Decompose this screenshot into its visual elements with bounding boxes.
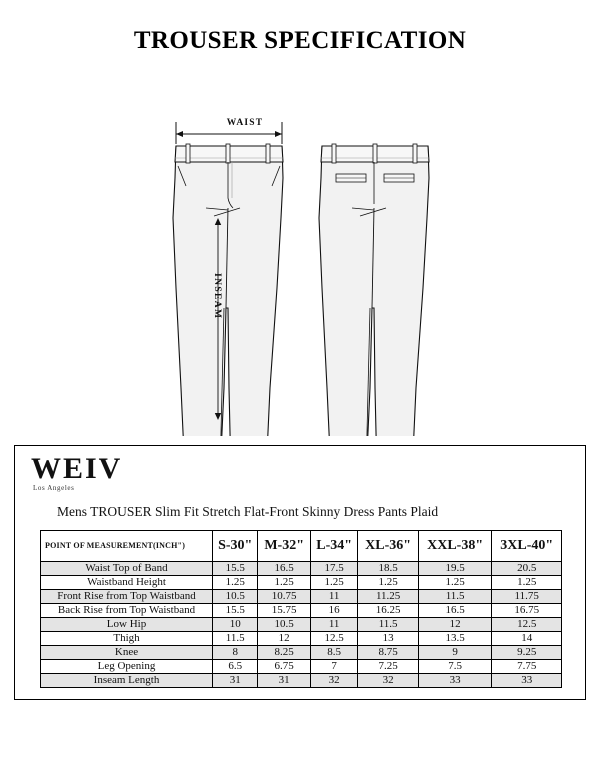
measurement-value: 31	[258, 674, 310, 688]
back-pocket-left	[336, 174, 366, 182]
measurement-value: 9.25	[492, 646, 562, 660]
table-row	[41, 618, 562, 632]
measurement-value: 16.25	[358, 604, 419, 618]
size-header-0: S-30"	[213, 531, 258, 562]
measurement-value: 1.25	[213, 576, 258, 590]
measurement-value: 10	[213, 618, 258, 632]
measurement-value: 31	[213, 674, 258, 688]
trouser-back-view	[319, 144, 429, 436]
measurement-value: 8.75	[358, 646, 419, 660]
waist-label: WAIST	[226, 118, 264, 128]
page-title: TROUSER SPECIFICATION	[133, 27, 467, 54]
measurement-label: Low Hip	[41, 618, 213, 632]
measurement-value: 16.75	[492, 604, 562, 618]
size-header-3: XL-36"	[358, 531, 419, 562]
brand-tagline: Los Angeles	[33, 484, 75, 492]
measurement-value: 14	[492, 632, 562, 646]
measurement-value: 1.25	[492, 576, 562, 590]
measurement-label: Waistband Height	[41, 576, 213, 590]
trouser-front-view	[173, 144, 283, 436]
size-header-1: M-32"	[258, 531, 310, 562]
measurement-value: 9	[418, 646, 492, 660]
measurement-value: 12	[258, 632, 310, 646]
measurement-value: 11.75	[492, 590, 562, 604]
measurement-value: 11.5	[358, 618, 419, 632]
measurement-value: 18.5	[358, 562, 419, 576]
measurement-value: 7.25	[358, 660, 419, 674]
table-row	[41, 604, 562, 618]
measurement-value: 33	[418, 674, 492, 688]
measurement-value: 17.5	[310, 562, 357, 576]
measurement-value: 11	[310, 590, 357, 604]
measurement-value: 12.5	[492, 618, 562, 632]
measurement-label: Waist Top of Band	[41, 562, 213, 576]
table-row	[41, 646, 562, 660]
measurement-value: 1.25	[310, 576, 357, 590]
measurement-value: 19.5	[418, 562, 492, 576]
inseam-label: INSEAM	[212, 273, 222, 320]
back-pocket-right	[384, 174, 414, 182]
measurement-value: 1.25	[358, 576, 419, 590]
measurement-value: 11.5	[213, 632, 258, 646]
measurement-value: 11.5	[418, 590, 492, 604]
measurement-label: Front Rise from Top Waistband	[41, 590, 213, 604]
measurement-value: 13.5	[418, 632, 492, 646]
measurement-value: 8	[213, 646, 258, 660]
measurement-label: Inseam Length	[41, 674, 213, 688]
measurement-value: 11.25	[358, 590, 419, 604]
measurement-value: 32	[310, 674, 357, 688]
measurement-label: Back Rise from Top Waistband	[41, 604, 213, 618]
measurement-value: 6.5	[213, 660, 258, 674]
measurement-label: Leg Opening	[41, 660, 213, 674]
measurement-value: 10.5	[213, 590, 258, 604]
brand-name: WEIV	[31, 452, 123, 485]
measurement-value: 12	[418, 618, 492, 632]
measurement-value: 6.75	[258, 660, 310, 674]
measurement-value: 10.75	[258, 590, 310, 604]
size-header-2: L-34"	[310, 531, 357, 562]
measurement-value: 7	[310, 660, 357, 674]
table-row	[41, 576, 562, 590]
measurement-value: 32	[358, 674, 419, 688]
measurement-value: 16.5	[418, 604, 492, 618]
table-row	[41, 562, 562, 576]
measurement-value: 16.5	[258, 562, 310, 576]
measurement-value: 8.25	[258, 646, 310, 660]
measurement-value: 16	[310, 604, 357, 618]
measurement-value: 33	[492, 674, 562, 688]
trouser-illustration	[0, 58, 600, 436]
table-row	[41, 674, 562, 688]
measurement-value: 13	[358, 632, 419, 646]
measurement-table	[40, 530, 562, 688]
spec-table-panel	[14, 445, 586, 700]
measurement-value: 1.25	[418, 576, 492, 590]
table-row	[41, 590, 562, 604]
measurement-value: 8.5	[310, 646, 357, 660]
measurement-value: 15.75	[258, 604, 310, 618]
table-row	[41, 632, 562, 646]
measurement-label: Thigh	[41, 632, 213, 646]
measurement-value: 11	[310, 618, 357, 632]
table-corner-header: POINT OF MEASUREMENT(INCH")	[41, 531, 213, 562]
size-header-5: 3XL-40"	[492, 531, 562, 562]
measurement-value: 1.25	[258, 576, 310, 590]
measurement-value: 12.5	[310, 632, 357, 646]
trouser-diagram-svg	[0, 58, 600, 436]
table-body	[41, 562, 562, 688]
measurement-value: 7.75	[492, 660, 562, 674]
measurement-value: 15.5	[213, 604, 258, 618]
product-title: Mens TROUSER Slim Fit Stretch Flat-Front Skinny Dress Pants Plaid	[57, 504, 439, 519]
measurement-value: 7.5	[418, 660, 492, 674]
measurement-label: Knee	[41, 646, 213, 660]
measurement-value: 20.5	[492, 562, 562, 576]
table-row	[41, 660, 562, 674]
size-header-4: XXL-38"	[418, 531, 492, 562]
brand-logo	[31, 454, 122, 492]
measurement-value: 15.5	[213, 562, 258, 576]
measurement-value: 10.5	[258, 618, 310, 632]
table-header-row	[41, 531, 562, 562]
